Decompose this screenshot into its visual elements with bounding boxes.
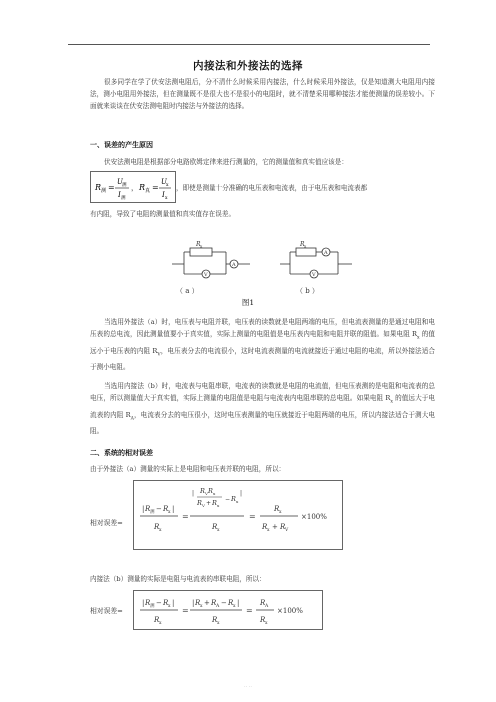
paragraph-internal-part-1: 当选用内接法（b）时，电流表与电阻串联，电流表的读数就是电阻的电流值，但电压表测的是电阻和电流表的总电压，所以测量值大于真实值，实际上测量的电阻值是电阻与电流表内电阻串联的总电阻。如果电阻 R: [90, 382, 435, 403]
svg-text:R: R: [145, 505, 151, 513]
paragraph-internal: 当选用内接法（b）时，电流表与电阻串联，电流表的读数就是电阻的电流值，但电压表测的是电阻和电流表的总电压，所以测量值大于真实值，实际上测量的电阻值是电阻与电流表内电阻串联的总电阻。如果电阻 $R_x$ 的值远大于电流表的内阻 $R_A$，电流表分去的电压很小，这时电压表测量的电压就接近于电阻两端的电压，所以内接法适合于测大电阻。: [90, 382, 436, 436]
svg-text:R: R: [154, 616, 160, 624]
svg-text:R: R: [212, 499, 217, 507]
svg-text:R: R: [163, 505, 169, 513]
svg-text:x: x: [166, 183, 169, 188]
svg-text:x: x: [159, 621, 162, 626]
svg-text:|: |: [142, 505, 145, 513]
svg-text:测: 测: [150, 510, 155, 515]
svg-text:R: R: [228, 599, 234, 607]
svg-text:x: x: [304, 243, 307, 249]
svg-text:x: x: [217, 621, 220, 626]
svg-text:x: x: [213, 491, 216, 496]
svg-text:U: U: [117, 178, 123, 186]
section-2-line-1: 由于外接法（a）测量的实际上是电阻和电压表并联的电阻，所以：: [90, 465, 286, 473]
svg-text:×100%: ×100%: [277, 607, 303, 615]
top-rule: [68, 44, 430, 45]
svg-text:真: 真: [145, 188, 151, 194]
svg-text:R: R: [200, 487, 205, 495]
svg-text:测: 测: [101, 188, 107, 194]
svg-text:R: R: [300, 241, 305, 248]
circuit-a: [172, 248, 250, 278]
svg-text:=: =: [108, 183, 115, 192]
svg-text:+: +: [206, 500, 212, 507]
svg-text:R: R: [280, 523, 286, 531]
svg-text:R: R: [260, 599, 266, 607]
svg-text:R: R: [260, 616, 266, 624]
svg-text:测: 测: [150, 604, 155, 609]
relative-error-label-a: 相对误差=: [90, 519, 123, 527]
svg-text:=: =: [152, 183, 159, 192]
svg-text:|: |: [240, 490, 243, 497]
formula-measured-true: [91, 172, 175, 202]
svg-text:x: x: [279, 510, 282, 515]
svg-text:R: R: [196, 241, 201, 248]
figure-label-b: （ b ）: [296, 287, 319, 295]
svg-text:=: =: [249, 512, 256, 521]
svg-text:V: V: [204, 272, 208, 278]
svg-text:V: V: [205, 491, 208, 496]
svg-text:|: |: [172, 599, 175, 607]
relative-error-label-b: 相对误差=: [90, 607, 123, 615]
svg-text:R: R: [212, 523, 218, 531]
paragraph-external-part-3: ，电压表分去的电流很小，这时电流表测量的电流就接近于通过电阻的电流，所以外接法适合于测小电阻。: [90, 346, 436, 372]
page-title: 内接法和外接法的选择: [193, 60, 303, 72]
svg-text:R: R: [231, 495, 236, 503]
svg-text:R: R: [95, 183, 102, 192]
paragraph-external-part-1: 当选用外接法（a）时，电压表与电阻并联，电压表的读数就是电阻两端的电压，但电流表测量的是通过电阻和电压表的总电流，因此测量值要小于真实值，实际上测量的电阻值是电压表内电阻和电阻并联的阻值。如果电阻 R: [90, 318, 435, 339]
page-footer: ·· ··: [244, 684, 252, 690]
svg-text:x: x: [217, 528, 220, 533]
svg-text:=: =: [246, 606, 253, 615]
svg-text:x: x: [233, 604, 236, 609]
svg-text:，: ，: [131, 184, 138, 192]
section-1-line-3: 有内阻，导致了电阻的测量值和真实值存在误差。: [90, 210, 236, 218]
svg-text:R: R: [262, 523, 268, 531]
svg-text:R: R: [197, 499, 202, 507]
formula-box-external-error: [133, 480, 343, 550]
svg-text:−: −: [221, 599, 227, 607]
formula-external-error: [134, 481, 342, 549]
svg-text:I: I: [118, 191, 121, 199]
circuit-b: [280, 248, 352, 278]
figure-title: 图1: [241, 298, 255, 307]
svg-text:V: V: [312, 272, 316, 278]
paragraph-external: 当选用外接法（a）时，电压表与电阻并联，电压表的读数就是电阻两端的电压，但电流表测量的是通过电阻和电压表的总电流，因此测量值要小于真实值，实际上测量的电阻值是电压表内电阻和电阻并联的阻值。如果电阻 $R_x$ 的值远小于电压表的内阻 $R_V$，电压表分去的电流很小，这时电流表测量的电流就接近于通过电阻的电流，所以外接法适合于测小电阻。: [90, 318, 436, 372]
svg-text:−: −: [156, 505, 162, 513]
svg-text:x: x: [165, 196, 168, 201]
svg-text:|: |: [172, 505, 175, 513]
svg-text:R: R: [154, 523, 160, 531]
svg-text:A: A: [265, 604, 269, 609]
section-1-line-1: 伏安法测电阻是根据部分电路欧姆定律来进行测量的，它的测量值和真实值应该是：: [104, 158, 348, 166]
svg-text:x: x: [217, 503, 220, 508]
svg-text:−: −: [225, 496, 231, 503]
svg-text:x: x: [236, 499, 239, 504]
section-2-line-2: 内接法（b）测量的实际是电阻与电流表的串联电阻，所以：: [90, 575, 266, 583]
svg-text:+: +: [204, 599, 210, 607]
resistor-symbol: [190, 248, 212, 256]
svg-text:x: x: [200, 604, 203, 609]
svg-text:V: V: [202, 503, 205, 508]
svg-text:A: A: [324, 250, 328, 256]
svg-text:R: R: [195, 599, 201, 607]
svg-text:×100%: ×100%: [301, 513, 327, 521]
svg-text:U: U: [161, 178, 167, 186]
svg-text:I: I: [162, 191, 165, 199]
svg-text:R: R: [208, 487, 213, 495]
svg-text:x: x: [265, 621, 268, 626]
svg-text:R: R: [139, 183, 146, 192]
section-1-line-2: ，即使是测量十分准确的电压表和电流表，由于电压表和电流表都: [176, 184, 368, 192]
svg-text:测: 测: [121, 196, 126, 201]
section-2-heading: 二、系统的相对误差: [90, 448, 153, 457]
section-1-heading: 一、误差的产生原因: [90, 140, 153, 149]
paragraph-external-part-2: 的值远小于电压表的内阻 R: [90, 330, 435, 355]
svg-text:x: x: [168, 510, 171, 515]
formula-box-measured-true: [90, 171, 176, 203]
formula-internal-error: [134, 591, 322, 629]
paragraph-internal-part-2: 的值远大于电流表的内阻 R: [90, 394, 435, 419]
svg-text:|: |: [192, 490, 195, 497]
svg-text:x: x: [159, 528, 162, 533]
svg-text:=: =: [182, 512, 189, 521]
svg-text:x: x: [200, 243, 203, 249]
svg-text:A: A: [216, 604, 220, 609]
paragraph-internal-part-3: ，电流表分去的电压很小，这时电压表测量的电压就接近于电阻两端的电压，所以内接法适合于测大电阻。: [90, 410, 436, 436]
svg-text:x: x: [267, 528, 270, 533]
svg-text:R: R: [145, 599, 151, 607]
figure-label-a: （ a ）: [176, 287, 199, 295]
svg-text:+: +: [272, 523, 278, 531]
svg-text:|: |: [142, 599, 145, 607]
svg-text:|: |: [192, 599, 195, 607]
formula-box-internal-error: [133, 590, 323, 630]
svg-text:R: R: [274, 505, 280, 513]
svg-text:测: 测: [122, 183, 127, 188]
svg-text:R: R: [163, 599, 169, 607]
svg-text:R: R: [211, 599, 217, 607]
intro-paragraph: 很多同学在学了伏安法测电阻后，分不清什么时候采用内接法，什么时候采用外接法，仅是知道测大电阻用内接法，测小电阻用外接法，但在测量既不是很大也不是很小的电阻时，就不清楚采用哪种接法才能使测量的误差较小。下面就来谈谈在伏安法测电阻时内接法与外接法的选择。: [90, 78, 435, 111]
svg-text:A: A: [232, 262, 236, 268]
svg-text:=: =: [182, 606, 189, 615]
svg-text:x: x: [168, 604, 171, 609]
svg-text:V: V: [285, 528, 289, 533]
svg-text:R: R: [212, 616, 218, 624]
svg-text:−: −: [156, 599, 162, 607]
svg-text:|: |: [237, 599, 240, 607]
